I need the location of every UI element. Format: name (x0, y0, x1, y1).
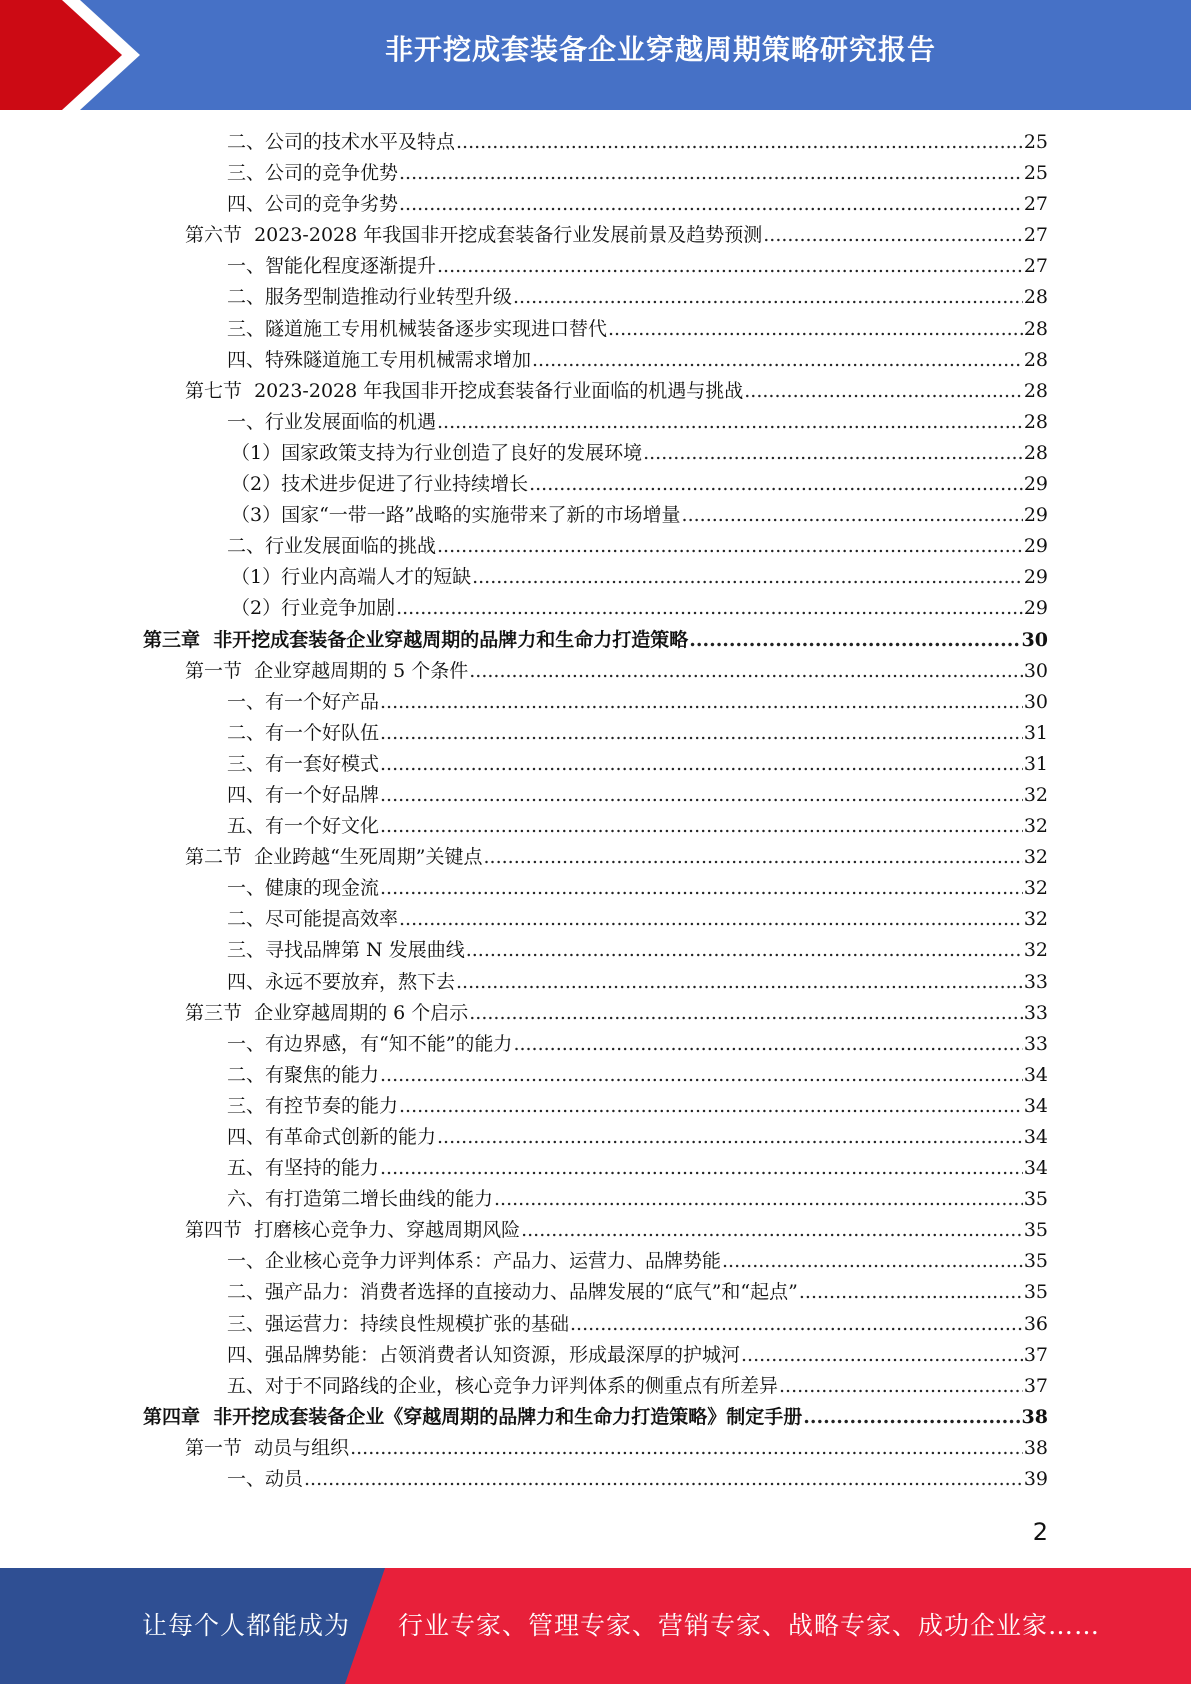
table-of-contents (0, 127, 1191, 1495)
toc-entry-page: 28 (1023, 441, 1048, 464)
toc-entry[interactable] (0, 220, 1191, 251)
page-number: 2 (1032, 1518, 1048, 1546)
toc-entry-page: 36 (1023, 1312, 1048, 1335)
toc-entry-title: 一、智能化程度逐渐提升 (227, 255, 437, 278)
toc-entry[interactable] (0, 1122, 1191, 1153)
toc-entry-title: 一、有边界感，有“知不能”的能力 (227, 1032, 513, 1055)
toc-leader-dots (744, 376, 1023, 407)
toc-leader-dots (689, 625, 1020, 656)
toc-entry-page: 28 (1023, 286, 1048, 309)
toc-entry-page: 28 (1023, 317, 1048, 340)
header-arrow-icon (0, 0, 160, 110)
toc-entry[interactable] (0, 1402, 1191, 1433)
toc-entry-page: 34 (1023, 1063, 1048, 1086)
toc-entry-page: 25 (1023, 162, 1048, 185)
toc-leader-dots (437, 251, 1023, 282)
toc-leader-dots (779, 1371, 1023, 1402)
toc-entry-page: 37 (1023, 1374, 1048, 1397)
toc-leader-dots (472, 562, 1023, 593)
toc-entry-title: （3）国家“一带一路”战略的实施带来了新的市场增量 (231, 504, 681, 527)
toc-entry-page: 28 (1023, 348, 1048, 371)
toc-entry-page: 35 (1023, 1219, 1048, 1242)
toc-leader-dots (380, 811, 1023, 842)
toc-entry-title: 二、有聚焦的能力 (227, 1063, 380, 1086)
toc-entry-page: 30 (1021, 628, 1048, 651)
toc-entry[interactable] (0, 1464, 1191, 1495)
toc-entry-page: 30 (1023, 659, 1048, 682)
toc-entry-page: 32 (1023, 908, 1048, 931)
toc-leader-dots (763, 220, 1023, 251)
toc-entry-page: 32 (1023, 846, 1048, 869)
toc-entry-page: 32 (1023, 939, 1048, 962)
toc-entry-page: 30 (1023, 690, 1048, 713)
toc-entry-page: 27 (1023, 193, 1048, 216)
page-header (0, 0, 1191, 110)
toc-entry-title: 第七节 2023-2028 年我国非开挖成套装备行业面临的机遇与挑战 (185, 379, 744, 402)
report-title: 非开挖成套装备企业穿越周期策略研究报告 (384, 33, 936, 66)
toc-entry-title: 五、有一个好文化 (227, 815, 380, 838)
toc-entry-page: 28 (1023, 410, 1048, 433)
toc-entry[interactable] (0, 1340, 1191, 1371)
toc-entry-title: 四、强品牌势能：占领消费者认知资源，形成最深厚的护城河 (227, 1343, 741, 1366)
toc-entry[interactable] (0, 127, 1191, 158)
toc-entry[interactable] (0, 1215, 1191, 1246)
toc-entry[interactable] (0, 531, 1191, 562)
toc-entry[interactable] (0, 1309, 1191, 1340)
toc-entry-page: 29 (1023, 535, 1048, 558)
toc-entry-title: 二、强产品力：消费者选择的直接动力、品牌发展的“底气”和“起点” (227, 1281, 798, 1304)
toc-leader-dots (399, 904, 1023, 935)
toc-entry[interactable] (0, 1277, 1191, 1308)
toc-leader-dots (521, 1215, 1023, 1246)
toc-leader-dots (437, 407, 1023, 438)
toc-entry-page: 35 (1023, 1188, 1048, 1211)
toc-entry-title: 三、寻找品牌第 N 发展曲线 (227, 939, 465, 962)
toc-leader-dots (350, 1433, 1023, 1464)
toc-entry-page: 32 (1023, 877, 1048, 900)
toc-leader-dots (380, 873, 1023, 904)
toc-entry-title: （1）行业内高端人才的短缺 (231, 566, 472, 589)
toc-entry[interactable] (0, 251, 1191, 282)
toc-entry[interactable] (0, 873, 1191, 904)
toc-entry-title: （2）行业竞争加剧 (231, 597, 396, 620)
toc-leader-dots (570, 1309, 1023, 1340)
footer-slogan-right: 行业专家、管理专家、营销专家、战略专家、成功企业家…… (398, 1611, 1101, 1640)
toc-entry-title: 四、有一个好品牌 (227, 783, 380, 806)
toc-leader-dots (608, 314, 1023, 345)
toc-entry-title: 一、有一个好产品 (227, 690, 380, 713)
toc-entry[interactable] (0, 718, 1191, 749)
toc-leader-dots (643, 438, 1023, 469)
toc-entry[interactable] (0, 469, 1191, 500)
toc-entry[interactable] (0, 1184, 1191, 1215)
toc-entry-page: 34 (1023, 1157, 1048, 1180)
toc-entry[interactable] (0, 158, 1191, 189)
toc-leader-dots (532, 345, 1023, 376)
toc-entry[interactable] (0, 345, 1191, 376)
toc-entry[interactable] (0, 1029, 1191, 1060)
toc-entry[interactable] (0, 749, 1191, 780)
toc-entry-page: 29 (1023, 473, 1048, 496)
toc-entry[interactable] (0, 1433, 1191, 1464)
toc-entry[interactable] (0, 842, 1191, 873)
toc-entry-title: 第二节 企业跨越“生死周期”关键点 (185, 846, 483, 869)
toc-leader-dots (494, 1184, 1023, 1215)
toc-entry-title: 五、对于不同路线的企业，核心竞争力评判体系的侧重点有所差异 (227, 1374, 779, 1397)
toc-entry-title: 第三节 企业穿越周期的 6 个启示 (185, 1001, 469, 1024)
toc-entry-page: 25 (1023, 131, 1048, 153)
toc-entry-page: 34 (1023, 1126, 1048, 1148)
toc-entry-page: 38 (1023, 1436, 1048, 1459)
toc-entry-title: 第一节 动员与组织 (185, 1436, 350, 1459)
toc-leader-dots (399, 189, 1023, 220)
toc-entry-title: 三、有一套好模式 (227, 752, 380, 775)
toc-entry-title: 一、动员 (227, 1468, 304, 1491)
toc-entry-page: 33 (1023, 970, 1048, 993)
toc-entry[interactable] (0, 562, 1191, 593)
toc-leader-dots (741, 1340, 1023, 1371)
toc-leader-dots (380, 1060, 1023, 1091)
toc-entry-title: 第四节 打磨核心竞争力、穿越周期风险 (185, 1219, 521, 1242)
toc-leader-dots (469, 656, 1023, 687)
toc-entry-page: 29 (1023, 597, 1048, 620)
toc-leader-dots (456, 127, 1023, 158)
toc-entry[interactable] (0, 687, 1191, 718)
toc-entry[interactable] (0, 967, 1191, 998)
toc-entry-page: 32 (1023, 783, 1048, 806)
toc-entry-title: 二、行业发展面临的挑战 (227, 535, 437, 558)
toc-entry-page: 31 (1023, 721, 1048, 744)
toc-entry[interactable] (0, 1091, 1191, 1122)
toc-leader-dots (437, 1122, 1023, 1153)
toc-leader-dots (529, 469, 1023, 500)
toc-leader-dots (469, 998, 1023, 1029)
toc-entry-page: 27 (1023, 255, 1048, 278)
toc-entry[interactable] (0, 1371, 1191, 1402)
toc-entry-title: 三、强运营力：持续良性规模扩张的基础 (227, 1312, 570, 1335)
toc-entry[interactable] (0, 656, 1191, 687)
toc-entry-title: 四、永远不要放弃，熬下去 (227, 970, 456, 993)
toc-entry-page: 32 (1023, 815, 1048, 838)
toc-leader-dots (682, 500, 1023, 531)
toc-entry-page: 33 (1023, 1001, 1048, 1024)
toc-entry[interactable] (0, 407, 1191, 438)
toc-leader-dots (803, 1402, 1020, 1433)
toc-entry-page: 34 (1023, 1094, 1048, 1117)
toc-leader-dots (396, 593, 1023, 624)
toc-entry-title: 三、有控节奏的能力 (227, 1094, 399, 1117)
toc-leader-dots (380, 687, 1023, 718)
toc-entry-title: 第三章 非开挖成套装备企业穿越周期的品牌力和生命力打造策略 (143, 628, 689, 651)
toc-entry[interactable] (0, 935, 1191, 966)
toc-entry-page: 39 (1023, 1468, 1048, 1491)
toc-leader-dots (380, 749, 1023, 780)
page-footer (0, 1568, 1191, 1684)
toc-entry-title: 一、企业核心竞争力评判体系：产品力、运营力、品牌势能 (227, 1250, 722, 1273)
toc-entry-title: （2）技术进步促进了行业持续增长 (231, 473, 529, 496)
toc-entry-page: 27 (1023, 224, 1048, 247)
toc-entry[interactable] (0, 998, 1191, 1029)
toc-entry-title: 二、服务型制造推动行业转型升级 (227, 286, 513, 309)
toc-entry-title: 五、有坚持的能力 (227, 1157, 380, 1180)
toc-entry-page: 35 (1023, 1250, 1048, 1273)
toc-leader-dots (484, 842, 1023, 873)
toc-entry-page: 28 (1023, 379, 1048, 402)
toc-entry-page: 29 (1023, 566, 1048, 589)
toc-entry-title: 三、隧道施工专用机械装备逐步实现进口替代 (227, 317, 608, 340)
toc-entry[interactable] (0, 189, 1191, 220)
toc-entry[interactable] (0, 376, 1191, 407)
toc-entry-page: 29 (1023, 504, 1048, 527)
toc-entry[interactable] (0, 1153, 1191, 1184)
toc-leader-dots (304, 1464, 1023, 1495)
toc-leader-dots (399, 158, 1023, 189)
toc-entry[interactable] (0, 282, 1191, 313)
toc-leader-dots (722, 1246, 1023, 1277)
toc-entry-title: 三、公司的竞争优势 (227, 162, 399, 185)
toc-entry-title: 四、有革命式创新的能力 (227, 1126, 437, 1148)
toc-entry-title: 二、公司的技术水平及特点 (227, 131, 456, 153)
toc-entry[interactable] (0, 1060, 1191, 1091)
toc-leader-dots (380, 780, 1023, 811)
toc-entry[interactable] (0, 314, 1191, 345)
toc-entry[interactable] (0, 780, 1191, 811)
toc-leader-dots (380, 1153, 1023, 1184)
toc-entry-title: 第六节 2023-2028 年我国非开挖成套装备行业发展前景及趋势预测 (185, 224, 763, 247)
toc-entry-page: 37 (1023, 1343, 1048, 1366)
toc-entry[interactable] (0, 811, 1191, 842)
toc-entry[interactable] (0, 438, 1191, 469)
toc-entry-page: 33 (1023, 1032, 1048, 1055)
toc-entry-title: 一、行业发展面临的机遇 (227, 410, 437, 433)
toc-entry-title: 第一节 企业穿越周期的 5 个条件 (185, 659, 469, 682)
toc-leader-dots (399, 1091, 1023, 1122)
toc-leader-dots (466, 935, 1023, 966)
toc-entry[interactable] (0, 1246, 1191, 1277)
toc-leader-dots (456, 967, 1023, 998)
toc-leader-dots (513, 1029, 1022, 1060)
toc-entry-title: 一、健康的现金流 (227, 877, 380, 900)
toc-entry-title: 四、公司的竞争劣势 (227, 193, 399, 216)
toc-entry-title: 四、特殊隧道施工专用机械需求增加 (227, 348, 532, 371)
toc-entry-title: 第四章 非开挖成套装备企业《穿越周期的品牌力和生命力打造策略》制定手册 (143, 1405, 803, 1428)
toc-leader-dots (380, 718, 1023, 749)
toc-entry[interactable] (0, 593, 1191, 624)
toc-entry-page: 38 (1021, 1405, 1048, 1428)
toc-leader-dots (513, 282, 1023, 313)
toc-leader-dots (437, 531, 1023, 562)
toc-entry-page: 35 (1023, 1281, 1048, 1304)
toc-entry[interactable] (0, 625, 1191, 656)
toc-entry-page: 31 (1023, 752, 1048, 775)
toc-entry-title: 六、有打造第二增长曲线的能力 (227, 1188, 494, 1211)
toc-entry[interactable] (0, 904, 1191, 935)
toc-entry[interactable] (0, 500, 1191, 531)
toc-entry-title: （1）国家政策支持为行业创造了良好的发展环境 (231, 441, 643, 464)
toc-entry-title: 二、有一个好队伍 (227, 721, 380, 744)
toc-entry-title: 二、尽可能提高效率 (227, 908, 399, 931)
toc-leader-dots (799, 1277, 1023, 1308)
footer-slogan-left: 让每个人都能成为 (142, 1611, 351, 1640)
